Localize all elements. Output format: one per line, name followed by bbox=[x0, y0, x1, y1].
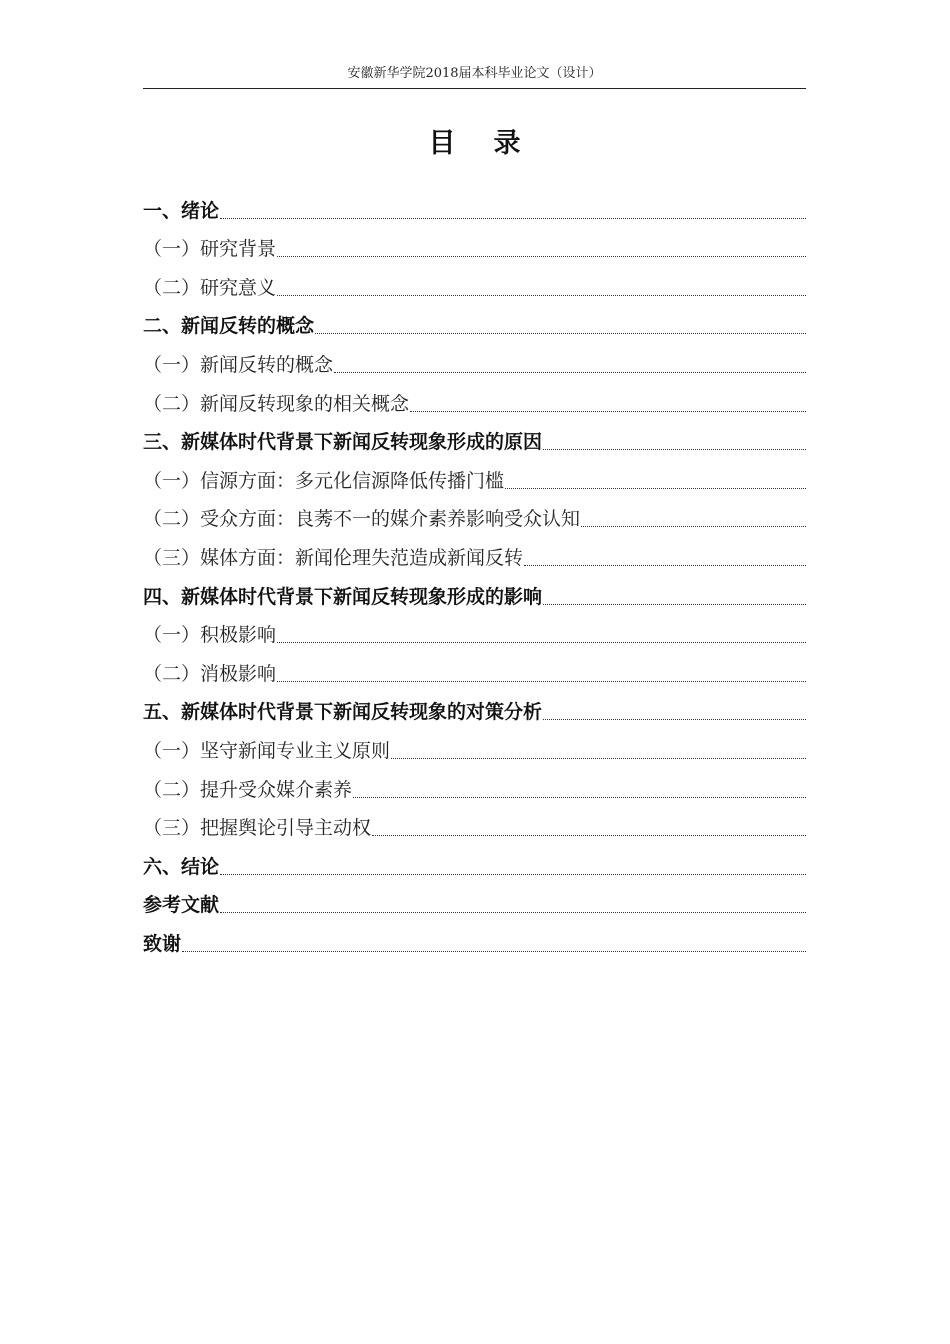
toc-entry-section[interactable] bbox=[143, 806, 806, 845]
toc-entry-chapter[interactable] bbox=[143, 690, 806, 729]
dot-leader bbox=[220, 218, 806, 219]
dot-leader bbox=[410, 411, 806, 412]
dot-leader bbox=[505, 488, 806, 489]
dot-leader bbox=[277, 642, 806, 643]
dot-leader bbox=[315, 333, 806, 334]
toc-entry-section[interactable] bbox=[143, 342, 806, 381]
toc-list bbox=[143, 188, 806, 960]
dot-leader bbox=[353, 797, 806, 798]
toc-entry-section[interactable] bbox=[143, 651, 806, 690]
toc-entry-text: 六、结论 bbox=[143, 855, 220, 878]
toc-entry-text: （二）提升受众媒介素养 bbox=[143, 778, 353, 801]
page-header bbox=[143, 64, 806, 89]
toc-entry-section[interactable] bbox=[143, 458, 806, 497]
toc-entry-text: 参考文献 bbox=[143, 894, 220, 917]
toc-entry-chapter[interactable] bbox=[143, 304, 806, 343]
toc-entry-section[interactable] bbox=[143, 728, 806, 767]
toc-title: 目录 bbox=[428, 128, 559, 159]
toc-entry-text: （二）新闻反转现象的相关概念 bbox=[143, 392, 410, 415]
dot-leader bbox=[277, 681, 806, 682]
header-text: 安徽新华学院2018届本科毕业论文（设计） bbox=[347, 66, 602, 81]
toc-entry-chapter[interactable] bbox=[143, 883, 806, 922]
dot-leader bbox=[391, 758, 806, 759]
dot-leader bbox=[277, 256, 806, 257]
toc-entry-text: （一）信源方面：多元化信源降低传播门槛 bbox=[143, 469, 505, 492]
toc-entry-section[interactable] bbox=[143, 497, 806, 536]
toc-entry-text: （一）研究背景 bbox=[143, 238, 277, 261]
toc-entry-text: 四、新媒体时代背景下新闻反转现象形成的影响 bbox=[143, 585, 543, 608]
toc-entry-section[interactable] bbox=[143, 381, 806, 420]
dot-leader bbox=[182, 951, 806, 952]
toc-entry-chapter[interactable] bbox=[143, 574, 806, 613]
dot-leader bbox=[524, 565, 806, 566]
toc-entry-text: （三）把握舆论引导主动权 bbox=[143, 817, 372, 840]
toc-entry-chapter[interactable] bbox=[143, 921, 806, 960]
dot-leader bbox=[277, 295, 806, 296]
toc-entry-text: 二、新闻反转的概念 bbox=[143, 315, 315, 338]
dot-leader bbox=[220, 874, 806, 875]
dot-leader bbox=[543, 449, 806, 450]
toc-entry-section[interactable] bbox=[143, 265, 806, 304]
toc-entry-section[interactable] bbox=[143, 767, 806, 806]
toc-entry-section[interactable] bbox=[143, 535, 806, 574]
toc-entry-section[interactable] bbox=[143, 227, 806, 266]
dot-leader bbox=[372, 835, 806, 836]
toc-entry-text: 致谢 bbox=[143, 932, 182, 955]
toc-entry-text: 五、新媒体时代背景下新闻反转现象的对策分析 bbox=[143, 701, 543, 724]
toc-entry-text: （一）新闻反转的概念 bbox=[143, 353, 334, 376]
dot-leader bbox=[334, 372, 806, 373]
toc-entry-text: （一）坚守新闻专业主义原则 bbox=[143, 739, 391, 762]
toc-entry-text: （二）研究意义 bbox=[143, 276, 277, 299]
toc-entry-text: （三）媒体方面：新闻伦理失范造成新闻反转 bbox=[143, 546, 524, 569]
dot-leader bbox=[581, 526, 806, 527]
dot-leader bbox=[543, 719, 806, 720]
toc-entry-text: （二）受众方面：良莠不一的媒介素养影响受众认知 bbox=[143, 508, 581, 531]
dot-leader bbox=[543, 604, 806, 605]
dot-leader bbox=[220, 912, 806, 913]
toc-entry-text: 一、绪论 bbox=[143, 199, 220, 222]
toc-entry-text: （一）积极影响 bbox=[143, 624, 277, 647]
toc-entry-chapter[interactable] bbox=[143, 188, 806, 227]
toc-entry-text: 三、新媒体时代背景下新闻反转现象形成的原因 bbox=[143, 431, 543, 454]
toc-entry-chapter[interactable] bbox=[143, 844, 806, 883]
toc-entry-chapter[interactable] bbox=[143, 420, 806, 459]
toc-entry-section[interactable] bbox=[143, 613, 806, 652]
toc-entry-text: （二）消极影响 bbox=[143, 662, 277, 685]
